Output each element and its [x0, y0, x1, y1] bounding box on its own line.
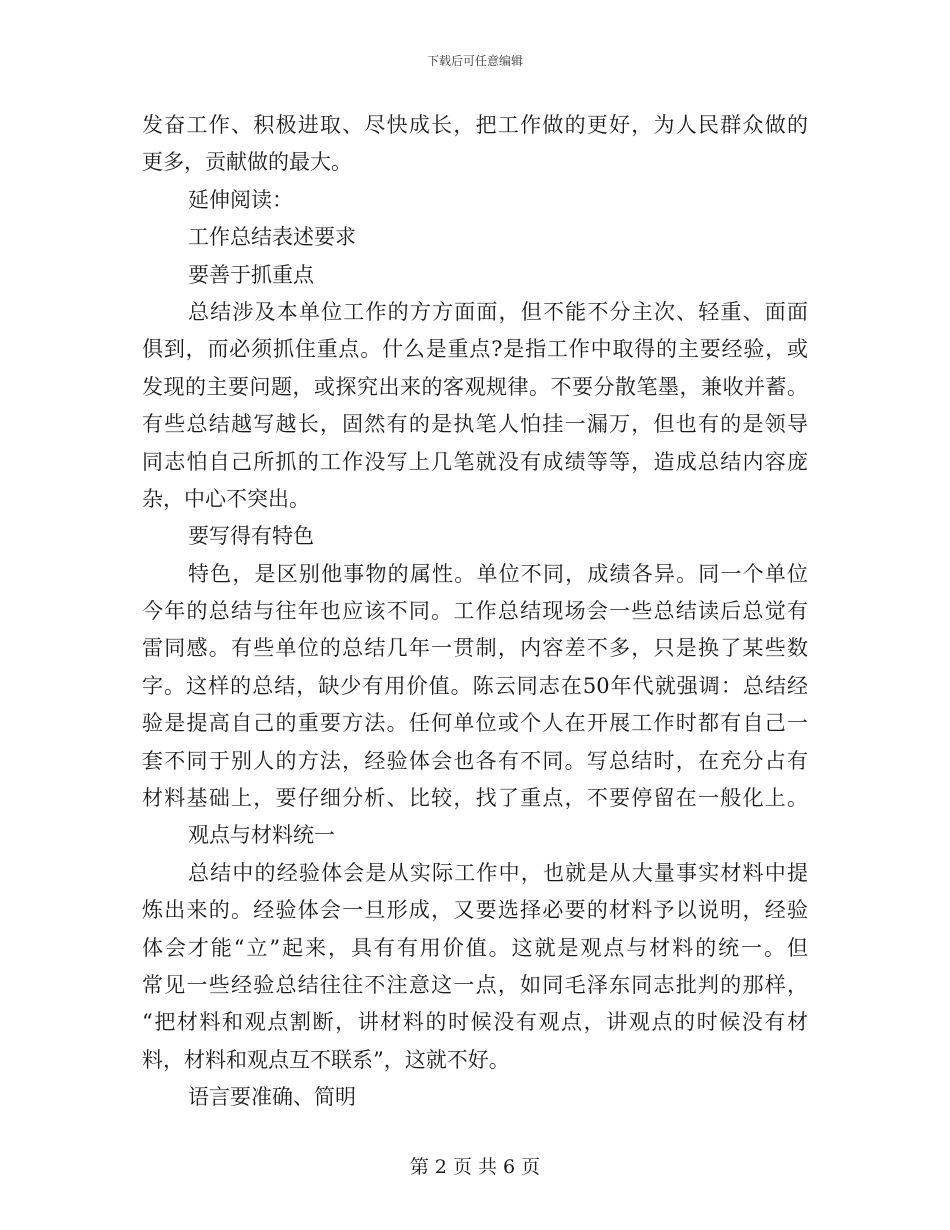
text-line: “把材料和观点割断，讲材料的时候没有观点，讲观点的时候没有材 — [142, 1010, 808, 1035]
text-line: 总结中的经验体会是从实际工作中，也就是从大量事实材料中提 — [188, 860, 808, 885]
text-line: 雷同感。有些单位的总结几年一贯制，内容差不多，只是换了某些数 — [142, 636, 808, 661]
text-line: 材料基础上，要仔细分析、比较，找了重点，不要停留在一般化上。 — [142, 786, 808, 811]
page-footer: 第 2 页 共 6 页 — [409, 1156, 541, 1178]
text-line: 发现的主要问题，或探究出来的客观规律。不要分散笔墨，兼收并蓄。 — [142, 374, 808, 399]
text-line: 字。这样的总结，缺少有用价值。陈云同志在50年代就强调：总结经 — [142, 673, 808, 698]
text-line: 料，材料和观点互不联系”，这就不好。 — [142, 1047, 510, 1072]
text-line: 炼出来的。经验体会一旦形成，又要选择必要的材料予以说明，经验 — [142, 898, 808, 923]
text-line: 发奋工作、积极进取、尽快成长，把工作做的更好，为人民群众做的 — [142, 113, 808, 137]
text-line: 特色，是区别他事物的属性。单位不同，成绩各异。同一个单位 — [188, 561, 808, 586]
text-line: 要写得有特色 — [188, 524, 314, 549]
text-line: 同志怕自己所抓的工作没写上几笔就没有成绩等等，造成总结内容庞 — [142, 449, 808, 474]
text-line: 体会才能“立”起来，具有有用价值。这就是观点与材料的统一。但 — [142, 935, 808, 960]
text-line: 总结涉及本单位工作的方方面面，但不能不分主次、轻重、面面 — [188, 299, 808, 324]
text-line: 俱到，而必须抓住重点。什么是重点?是指工作中取得的主要经验，或 — [142, 337, 808, 362]
text-line: 更多，贡献做的最大。 — [142, 150, 352, 175]
text-line: 套不同于别人的方法，经验体会也各有不同。写总结时，在充分占有 — [142, 748, 808, 773]
text-line: 杂，中心不突出。 — [142, 486, 310, 511]
text-line: 要善于抓重点 — [188, 262, 314, 287]
text-line: 观点与材料统一 — [188, 823, 335, 848]
text-line: 有些总结越写越长，固然有的是执笔人怕挂一漏万，但也有的是领导 — [142, 412, 808, 437]
text-line: 常见一些经验总结往往不注意这一点，如同毛泽东同志批判的那样， — [142, 972, 808, 997]
page-header: 下载后可任意编辑 — [426, 54, 523, 68]
text-line: 验是提高自己的重要方法。任何单位或个人在开展工作时都有自己一 — [142, 711, 808, 736]
text-line: 语言要准确、简明 — [188, 1085, 356, 1110]
text-line: 今年的总结与往年也应该不同。工作总结现场会一些总结读后总觉有 — [142, 599, 808, 624]
text-line: 工作总结表述要求 — [188, 225, 356, 250]
text-line: 延伸阅读： — [188, 187, 293, 212]
document-body — [142, 107, 808, 1117]
